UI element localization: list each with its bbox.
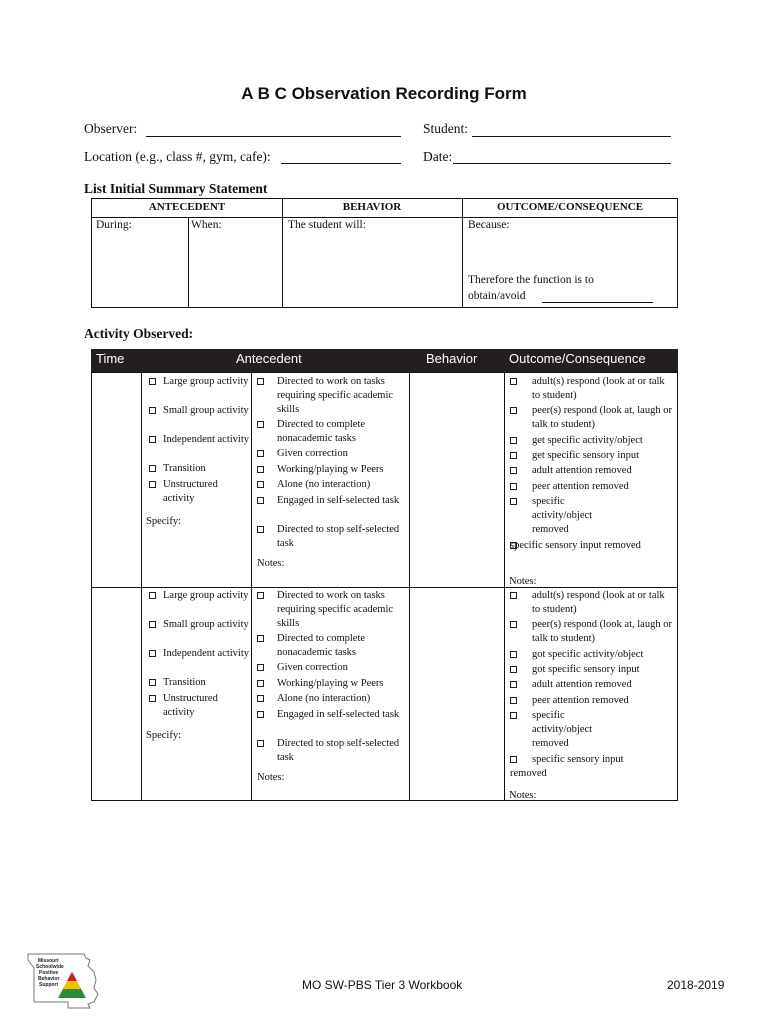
antecedent-option[interactable]: Directed to complete nonacademic tasks (257, 632, 407, 660)
svg-text:Behavior: Behavior (38, 976, 60, 982)
outcome-option[interactable]: peer attention removed (510, 480, 675, 494)
outcome-option[interactable]: adult attention removed (510, 464, 675, 478)
outcome-option[interactable]: get specific activity/object (510, 434, 675, 448)
antecedent-option[interactable]: Directed to work on tasks requiring specific academic skills (257, 375, 407, 417)
specify-label[interactable]: Specify: (146, 516, 181, 527)
function-line-1: Therefore the function is to (468, 274, 594, 286)
outcome-option[interactable]: specific activity/object removed (510, 709, 600, 751)
setting-option[interactable]: Independent activity (149, 433, 249, 447)
outcome-option[interactable]: peer attention removed (510, 694, 675, 708)
notes-label[interactable]: Notes: (257, 558, 285, 569)
outcome-option[interactable]: got specific sensory input (510, 663, 675, 677)
antecedent-option[interactable]: Alone (no interaction) (257, 692, 407, 706)
antecedent-option[interactable]: Directed to complete nonacademic tasks (257, 418, 407, 446)
antecedent-option[interactable]: Engaged in self-selected task (257, 494, 407, 508)
student-field[interactable] (472, 136, 671, 137)
outcome-option[interactable]: peer(s) respond (look at, laugh or talk to student) (510, 618, 675, 646)
outcome-option[interactable]: specific sensory input removed (510, 540, 641, 551)
summary-header-antecedent: ANTECEDENT (148, 201, 226, 213)
student-will-label[interactable]: The student will: (288, 219, 366, 231)
setting-option[interactable]: Large group activity (149, 375, 249, 389)
summary-table (91, 198, 678, 308)
svg-text:Missouri: Missouri (38, 958, 59, 964)
outcome-option[interactable]: adult(s) respond (look at or talk to student) (510, 375, 675, 403)
setting-option[interactable]: Unstructured activity (149, 478, 249, 506)
location-label: Location (e.g., class #, gym, cafe): (84, 149, 271, 164)
during-label[interactable]: During: (96, 219, 132, 231)
header-antecedent: Antecedent (236, 351, 302, 366)
header-time: Time (96, 351, 125, 366)
outcome-option[interactable]: get specific sensory input (510, 449, 675, 463)
date-field[interactable] (453, 163, 671, 164)
summary-header-behavior: BEHAVIOR (342, 201, 402, 213)
mo-swpbs-logo (24, 950, 104, 1010)
outcome-option[interactable]: specific activity/object removed (510, 495, 600, 537)
antecedent-option[interactable]: Alone (no interaction) (257, 478, 407, 492)
header-behavior: Behavior (426, 351, 478, 366)
outcome-option[interactable]: got specific activity/object (510, 648, 675, 662)
outcome-notes-label[interactable]: Notes: (509, 576, 537, 587)
antecedent-option[interactable]: Directed to work on tasks requiring specific academic skills (257, 589, 407, 631)
location-field[interactable] (281, 163, 401, 164)
date-label: Date: (423, 149, 453, 164)
form-title: A B C Observation Recording Form (241, 84, 527, 103)
antecedent-option[interactable]: Given correction (257, 661, 407, 675)
antecedent-option[interactable]: Given correction (257, 447, 407, 461)
observer-label: Observer: (84, 121, 138, 136)
setting-option[interactable]: Large group activity (149, 589, 249, 603)
outcome-option[interactable]: adult(s) respond (look at or talk to student) (510, 589, 675, 617)
setting-option[interactable]: Small group activity (149, 618, 249, 632)
antecedent-option[interactable]: Directed to stop self-selected task (257, 737, 407, 765)
observation-table (91, 372, 678, 801)
outcome-option[interactable]: peer(s) respond (look at, laugh or talk to student) (510, 404, 675, 432)
svg-text:Positive: Positive (39, 970, 59, 976)
svg-text:Schoolwide: Schoolwide (36, 964, 64, 970)
footer-year: 2018-2019 (667, 978, 725, 992)
outcome-notes-label[interactable]: Notes: (509, 790, 537, 801)
setting-option[interactable]: Transition (149, 462, 249, 476)
function-line-2: obtain/avoid (468, 290, 526, 302)
antecedent-option[interactable]: Engaged in self-selected task (257, 708, 407, 722)
summary-header-outcome: OUTCOME/CONSEQUENCE (496, 201, 644, 213)
notes-label[interactable]: Notes: (257, 772, 285, 783)
setting-option[interactable]: Small group activity (149, 404, 249, 418)
specify-label[interactable]: Specify: (146, 730, 181, 741)
obtain-avoid-field[interactable] (542, 302, 653, 303)
antecedent-option[interactable]: Directed to stop self-selected task (257, 523, 407, 551)
header-outcome: Outcome/Consequence (509, 351, 646, 366)
activity-heading: Activity Observed: (84, 326, 194, 341)
antecedent-option[interactable]: Working/playing w Peers (257, 463, 407, 477)
outcome-option[interactable]: adult attention removed (510, 678, 675, 692)
student-label: Student: (423, 121, 469, 136)
because-label[interactable]: Because: (468, 219, 510, 231)
observation-header (91, 349, 678, 372)
setting-option[interactable]: Unstructured activity (149, 692, 249, 720)
observer-field[interactable] (146, 136, 401, 137)
setting-option[interactable]: Independent activity (149, 647, 249, 661)
svg-text:Support: Support (39, 982, 59, 988)
footer-workbook: MO SW-PBS Tier 3 Workbook (302, 978, 463, 992)
outcome-option[interactable]: specific sensory input removed (510, 754, 624, 779)
antecedent-option[interactable]: Working/playing w Peers (257, 677, 407, 691)
setting-option[interactable]: Transition (149, 676, 249, 690)
summary-heading: List Initial Summary Statement (84, 181, 268, 196)
when-label[interactable]: When: (191, 219, 222, 231)
